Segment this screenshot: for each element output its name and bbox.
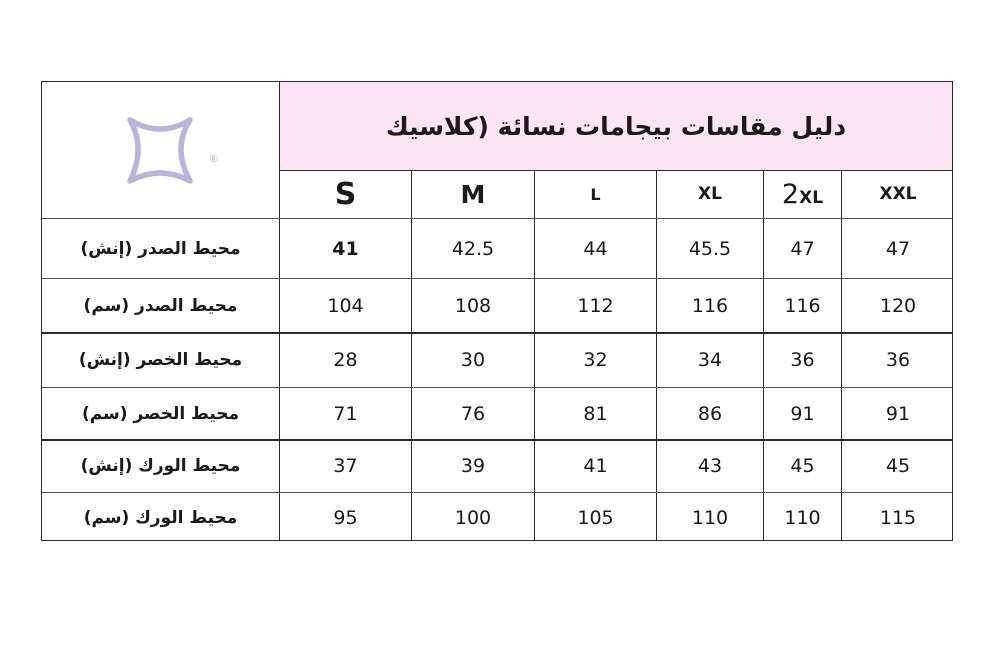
table-cell: 100: [454, 506, 492, 529]
chart-title: دليل مقاسات بيجامات نسائة (كلاسيك: [385, 111, 847, 141]
brand-logo-cell: [42, 82, 280, 218]
registered-mark: ®: [208, 152, 219, 165]
table-cell: 112: [577, 294, 614, 317]
table-cell: 41: [332, 237, 359, 260]
table-cell: 45: [885, 455, 911, 477]
size-header-s: S: [334, 176, 357, 212]
row-label: محيط الخصر (إنش): [78, 350, 243, 370]
table-cell: 32: [583, 349, 608, 371]
table-cell: 45.5: [688, 237, 732, 260]
size-header-2xl-suffix: XL: [799, 187, 824, 208]
table-cell: 76: [460, 402, 486, 425]
table-cell: 110: [784, 506, 821, 529]
table-cell: 36: [790, 349, 815, 371]
table-cell: 91: [790, 402, 815, 425]
size-header-xl: XL: [698, 184, 722, 204]
table-cell: 104: [327, 294, 364, 317]
size-header-m: M: [460, 179, 486, 209]
row-label: محيط الصدر (سم): [83, 295, 238, 316]
table-cell: 42.5: [451, 237, 495, 260]
table-cell: 30: [460, 349, 486, 371]
table-cell: 81: [583, 402, 608, 425]
table-cell: 91: [885, 402, 911, 425]
table-cell: 45: [790, 455, 815, 477]
table-cell: 116: [784, 294, 821, 317]
table-cell: 44: [583, 237, 608, 260]
table-cell: 71: [333, 402, 358, 425]
table-cell: 47: [885, 237, 911, 260]
table-cell: 47: [790, 237, 815, 260]
table-cell: 105: [577, 506, 614, 529]
table-cell: 41: [583, 455, 608, 477]
title-band: [280, 82, 952, 171]
table-cell: 37: [333, 455, 358, 477]
table-cell: 116: [691, 294, 729, 317]
table-cell: 28: [333, 349, 358, 371]
four-point-star-logo-icon: [42, 82, 280, 218]
size-chart: [41, 81, 953, 541]
table-cell: 95: [333, 506, 358, 529]
table-cell: 120: [879, 294, 917, 317]
table-cell: 110: [691, 506, 729, 529]
row-label: محيط الصدر (إنش): [80, 238, 241, 259]
size-header-l: L: [590, 184, 601, 204]
row-label: محيط الخصر (سم): [81, 403, 240, 424]
table-cell: 43: [697, 455, 723, 477]
table-cell: 34: [697, 349, 723, 371]
size-header-2xl-number: 2: [781, 178, 800, 210]
row-label: محيط الورك (إنش): [80, 456, 241, 476]
row-label: محيط الورك (سم): [83, 507, 238, 528]
table-cell: 36: [885, 349, 911, 371]
table-cell: 86: [697, 402, 723, 425]
table-cell: 108: [454, 294, 492, 317]
size-header-xxl: XXL: [879, 184, 917, 204]
table-cell: 39: [460, 455, 486, 477]
size-header-2xl: [764, 170, 841, 218]
table-cell: 115: [879, 506, 917, 529]
